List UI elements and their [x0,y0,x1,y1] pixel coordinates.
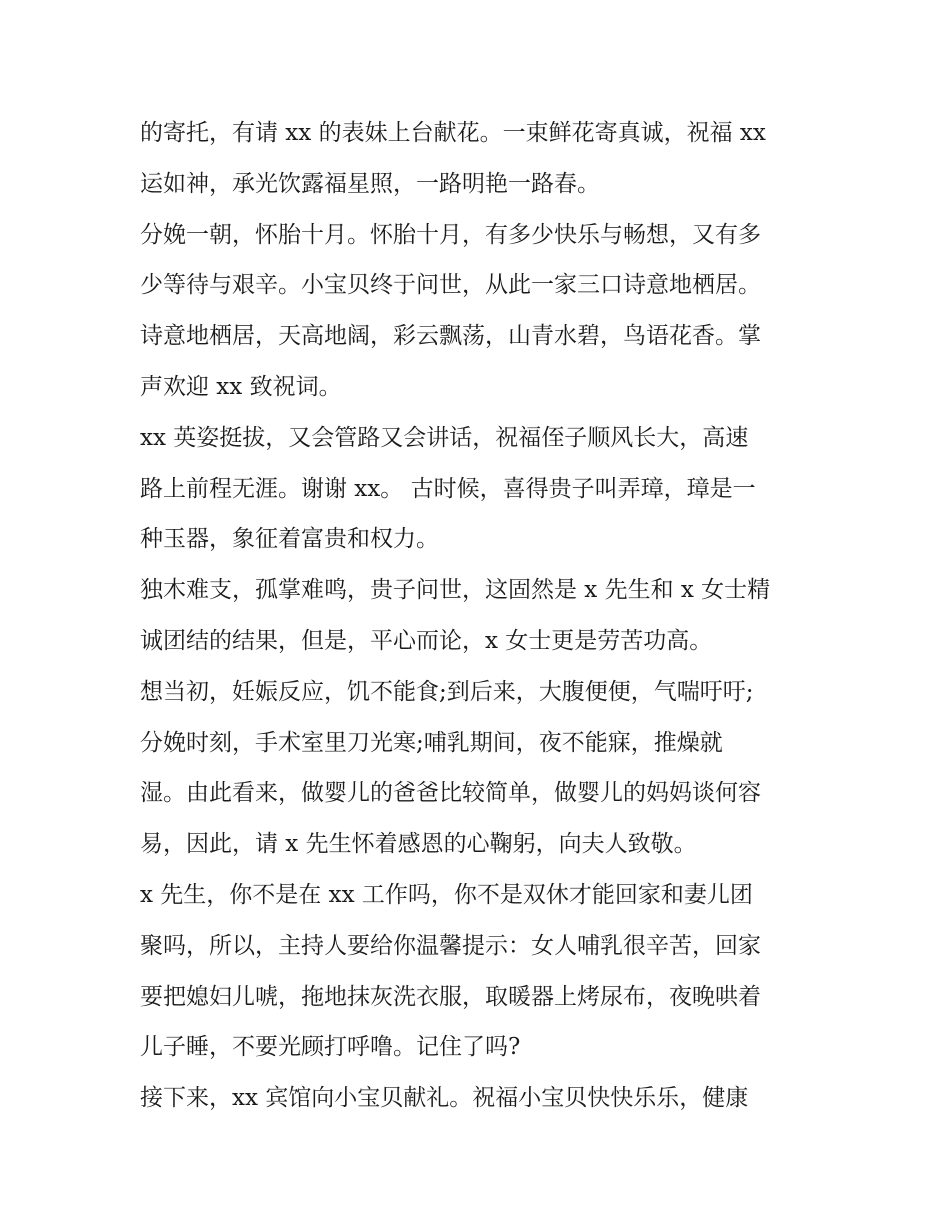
text-line: 分娩时刻，手术室里刀光寒;哺乳期间，夜不能寐，推燥就 [140,729,723,756]
text-line: 少等待与艰辛。小宝贝终于问世，从此一家三口诗意地栖居。 [140,272,761,299]
text-line: 种玉器，象征着富贵和权力。 [140,526,439,553]
text-line: x 先生，你不是在 xx 工作吗，你不是双休才能回家和妻儿团 [140,881,753,908]
text-line: 想当初，妊娠反应，饥不能食;到后来，大腹便便，气喘吁吁; [140,678,754,705]
text-line: 湿。由此看来，做婴儿的爸爸比较简单，做婴儿的妈妈谈何容 [140,780,761,807]
text-line: 接下来，xx 宾馆向小宝贝献礼。祝福小宝贝快快乐乐，健康 [140,1085,749,1112]
text-line: 的寄托，有请 xx 的表妹上台献花。一束鲜花寄真诚，祝福 xx [140,120,766,146]
text-line: 诗意地栖居，天高地阔，彩云飘荡，山青水碧，鸟语花香。掌 [140,323,761,350]
text-line: 诚团结的结果，但是，平心而论，x 女士更是劳苦功高。 [140,627,713,654]
document-body [140,108,820,1124]
text-line: 分娩一朝，怀胎十月。怀胎十月，有多少快乐与畅想，又有多 [140,221,761,248]
text-line: 要把媳妇儿唬，拖地抹灰洗衣服，取暖器上烤尿布，夜晚哄着 [140,983,761,1010]
text-line: 独木难支，孤掌难鸣，贵子问世，这固然是 x 先生和 x 女士精 [140,577,771,604]
text-line: 声欢迎 xx 致祝词。 [140,373,342,400]
text-line: 儿子睡，不要光顾打呼噜。记住了吗? [140,1034,521,1061]
text-line: 路上前程无涯。谢谢 xx。 古时候，喜得贵子叫弄璋，璋是一 [140,475,756,502]
text-line: 易，因此，请 x 先生怀着感恩的心鞠躬，向夫人致敬。 [140,831,697,858]
text-line: xx 英姿挺拔，又会管路又会讲话，祝福侄子顺风长大，高速 [140,424,749,451]
text-line: 聚吗，所以，主持人要给你温馨提示：女人哺乳很辛苦，回家 [140,932,761,959]
text-line: 运如神，承光饮露福星照，一路明艳一路春。 [140,170,600,197]
